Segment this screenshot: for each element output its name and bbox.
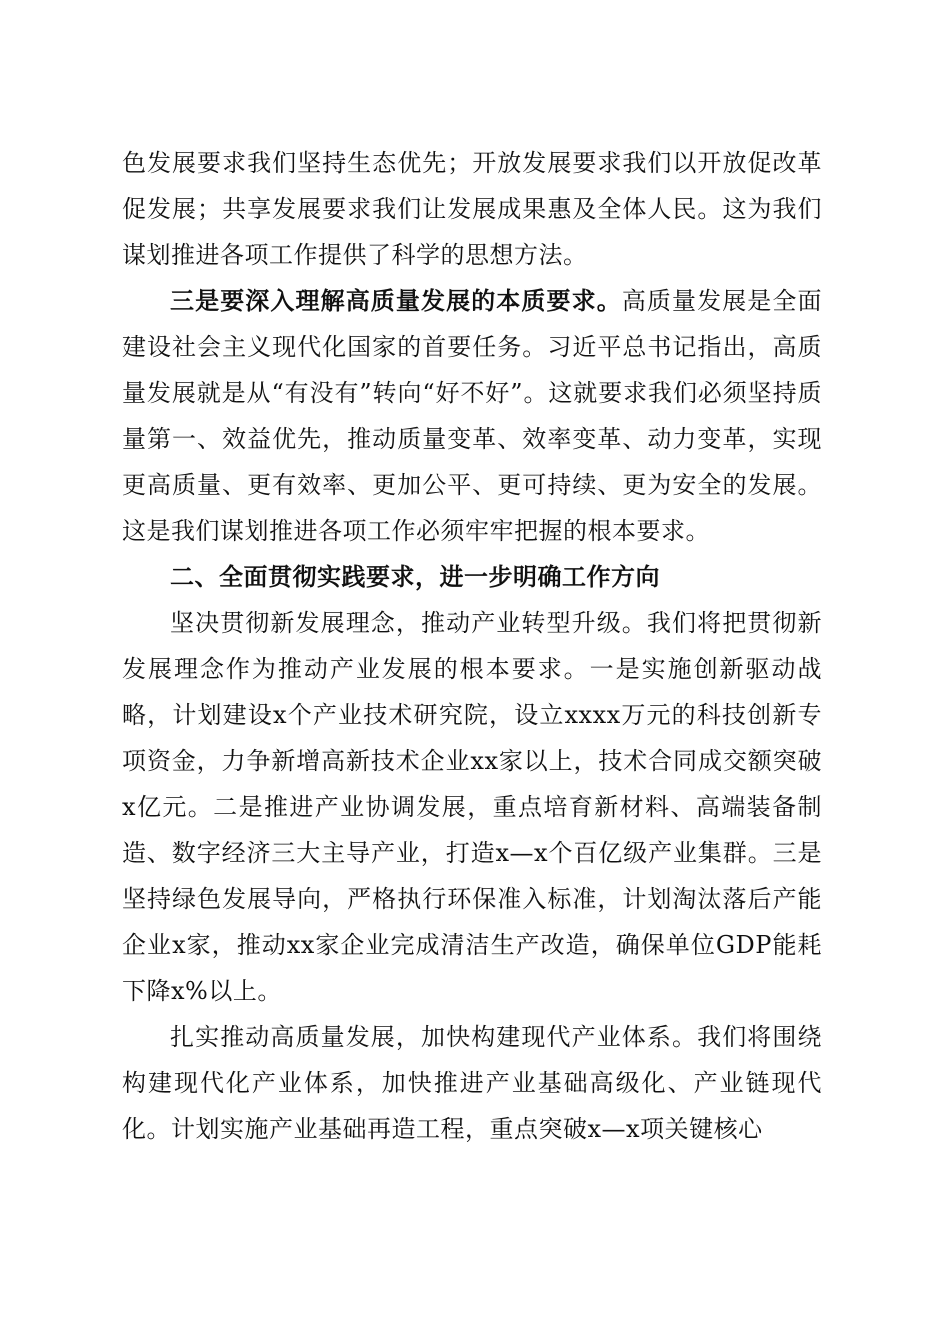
paragraph-continuation xyxy=(122,140,822,278)
paragraph-essential-requirements xyxy=(122,278,822,554)
paragraph-text: 扎实推动高质量发展，加快构建现代产业体系。我们将围绕构建现代化产业体系，加快推进产业基础高级化、产业链现代化。计划实施产业基础再造工程，重点突破x—x项关键核心 xyxy=(122,1023,822,1143)
paragraph-text: 色发展要求我们坚持生态优先；开放发展要求我们以开放促改革促发展；共享发展要求我们让发展成果惠及全体人民。这为我们谋划推进各项工作提供了科学的思想方法。 xyxy=(122,149,822,269)
paragraph-text: 高质量发展是全面建设社会主义现代化国家的首要任务。习近平总书记指出，高质量发展就是从“有没有”转向“好不好”。这就要求我们必须坚持质量第一、效益优先，推动质量变革、效率变革、动力变革，实现更高质量、更有效率、更加公平、更可持续、更为安全的发展。这是我们谋划推进各项工作必须牢牢把握的根本要求。 xyxy=(122,287,823,545)
section-heading: 二、全面贯彻实践要求，进一步明确工作方向 xyxy=(170,563,660,591)
paragraph-text: 坚决贯彻新发展理念，推动产业转型升级。我们将把贯彻新发展理念作为推动产业发展的根本要求。一是实施创新驱动战略，计划建设x个产业技术研究院，设立xxxx万元的科技创新专项资金，力争新增高新技术企业xx家以上，技术合同成交额突破x亿元。二是推进产业协调发展，重点培育新材料、高端装备制造、数字经济三大主导产业，打造x—x个百亿级产业集群。三是坚持绿色发展导向，严格执行环保准入标准，计划淘汰落后产能企业x家，推动xx家企业完成清洁生产改造，确保单位GDP能耗下降x%以上。 xyxy=(122,609,822,1005)
paragraph-lead-sentence: 三是要深入理解高质量发展的本质要求。 xyxy=(170,286,622,315)
paragraph-modern-industry-system xyxy=(122,1014,822,1152)
document-body xyxy=(122,140,822,1152)
paragraph-industrial-upgrade xyxy=(122,600,822,1014)
